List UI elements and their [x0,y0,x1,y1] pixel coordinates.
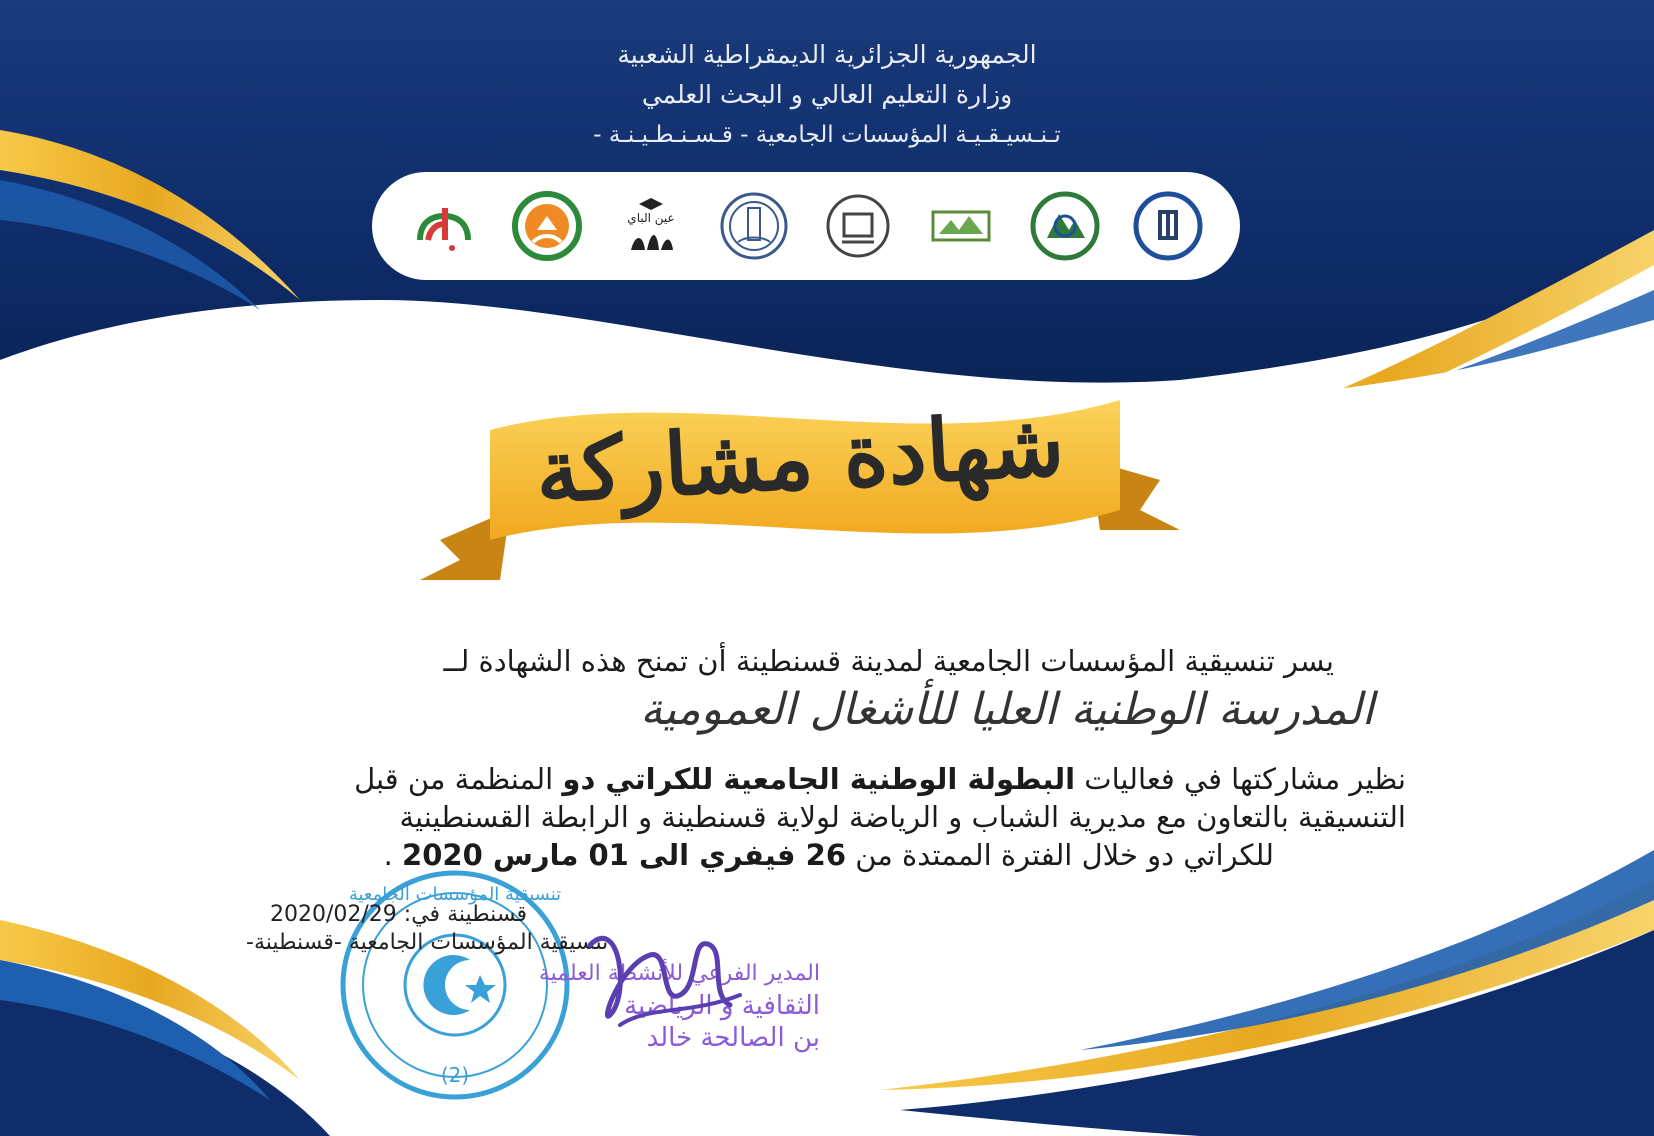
certificate-title: شهادة مشاركة [533,394,1067,523]
recipient-name: المدرسة الوطنية العليا للأشغال العمومية [640,684,1374,735]
logo-university-8 [408,190,480,262]
header-coordination: تـنـسيـقـيـة المؤسسات الجامعية - قـسـنـطـيـنـة - [593,122,1061,148]
participation-text-1: نظير مشاركتها في فعاليات [1075,762,1406,796]
logo-ain-el-bey-label: عين الباي [627,211,675,225]
logo-ain-el-bey [615,190,687,262]
stamp-text: تنسيقية المؤسسات الجامعية [348,884,562,905]
header-republic: الجمهورية الجزائرية الديمقراطية الشعبية [617,40,1037,69]
stamp-number: (2) [440,1063,470,1087]
logo-university-2 [1029,190,1101,262]
signatory-title-2: الثقافية و الرياضية [624,991,820,1021]
place-and-date [270,902,527,927]
period-text: للكراتي دو خلال الفترة الممتدة من [846,838,1274,872]
handwritten-signature [560,905,760,1065]
signatory-name: بن الصالحة خالد [646,1023,820,1053]
logo-bar [372,172,1240,280]
participation-line-2: التنسيقية بالتعاون مع مديرية الشباب و الرياضة لولاية قسنطينة و الرابطة القسنطينية [399,800,1406,834]
logo-university-4 [822,190,894,262]
issue-date: 2020/02/29 [270,902,397,927]
header-ministry: وزارة التعليم العالي و البحث العلمي [641,80,1013,109]
participation-text-2: المنظمة من قبل [354,762,563,796]
place-label: قسنطينة في: [396,902,527,927]
event-name: البطولة الوطنية الجامعية للكراتي دو [562,762,1076,796]
participation-line-1 [354,762,1406,796]
event-dates: 26 فيفري الى 01 مارس 2020 [402,838,846,872]
period-end: . [383,838,403,872]
logo-university-3 [925,190,997,262]
intro-line: يسر تنسيقية المؤسسات الجامعية لمدينة قسنطينة أن تمنح هذه الشهادة لــ [443,644,1334,678]
issuing-organization: تنسيقية المؤسسات الجامعية -قسنطينة- [246,930,609,955]
logo-university-5 [718,190,790,262]
logo-university-1 [1132,190,1204,262]
logo-university-7 [511,190,583,262]
signatory-title-1: المدير الفرعي للأنشطة العلمية [538,961,820,986]
